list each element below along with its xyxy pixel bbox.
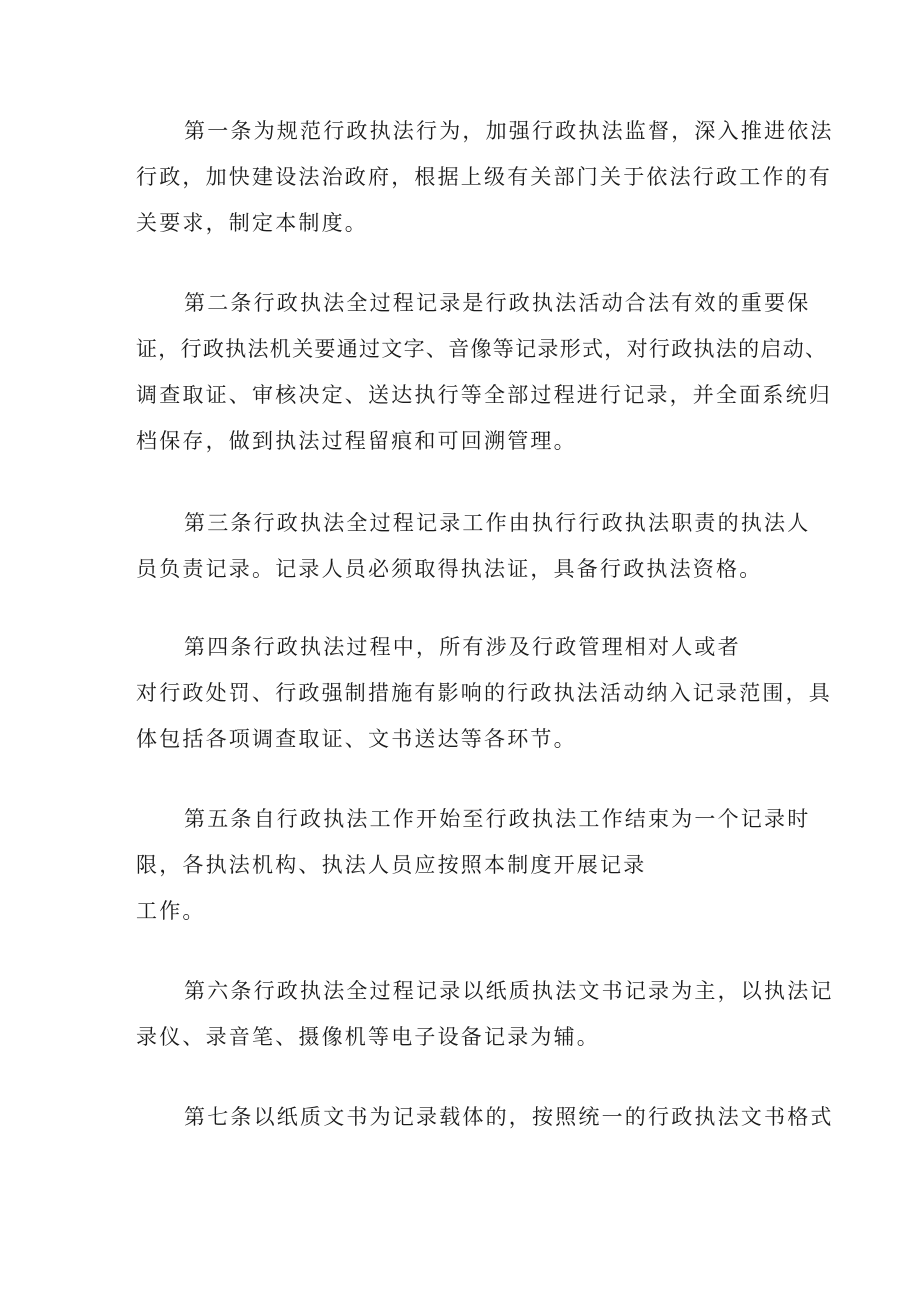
article-1: [136, 108, 834, 246]
article-5: [136, 796, 811, 934]
article-2: [136, 280, 832, 464]
article-6-line-1: 第六条行政执法全过程记录以纸质执法文书记录为主，以执法记: [184, 979, 834, 1003]
article-2-line-4: 档保存，做到执法过程留痕和可回溯管理。: [136, 429, 577, 453]
article-4-line-3: 体包括各项调查取证、文书送达等各环节。: [136, 727, 577, 751]
article-3-line-2: 员负责记录。记录人员必须取得执法证，具备行政执法资格。: [136, 557, 763, 581]
article-3: [136, 500, 811, 592]
article-2-line-2: 证，行政执法机关要通过文字、音像等记录形式，对行政执法的启动、: [136, 337, 828, 361]
article-5-line-3: 工作。: [136, 899, 206, 923]
article-3-line-1: 第三条行政执法全过程记录工作由执行行政执法职责的执法人: [184, 511, 811, 535]
article-2-line-3: 调查取证、审核决定、送达执行等全部过程进行记录，并全面系统归: [136, 383, 832, 407]
article-4: [136, 624, 832, 762]
article-1-line-3: 关要求，制定本制度。: [136, 211, 368, 235]
article-6-line-2: 录仪、录音笔、摄像机等电子设备记录为辅。: [136, 1025, 600, 1049]
article-4-line-2: 对行政处罚、行政强制措施有影响的行政执法活动纳入记录范围，具: [136, 681, 832, 705]
article-1-line-2: 行政，加快建设法治政府，根据上级有关部门关于依法行政工作的有: [136, 165, 832, 189]
article-6: [136, 968, 834, 1060]
article-5-line-2: 限，各执法机构、执法人员应按照本制度开展记录: [136, 853, 647, 877]
article-1-line-1: 第一条为规范行政执法行为，加强行政执法监督，深入推进依法: [184, 119, 834, 143]
article-7-line-1: 第七条以纸质文书为记录载体的，按照统一的行政执法文书格式: [184, 1105, 834, 1129]
article-5-line-1: 第五条自行政执法工作开始至行政执法工作结束为一个记录时: [184, 807, 811, 831]
article-2-line-1: 第二条行政执法全过程记录是行政执法活动合法有效的重要保: [184, 291, 811, 315]
article-7: [136, 1094, 834, 1140]
article-4-line-1: 第四条行政执法过程中，所有涉及行政管理相对人或者: [184, 635, 741, 659]
